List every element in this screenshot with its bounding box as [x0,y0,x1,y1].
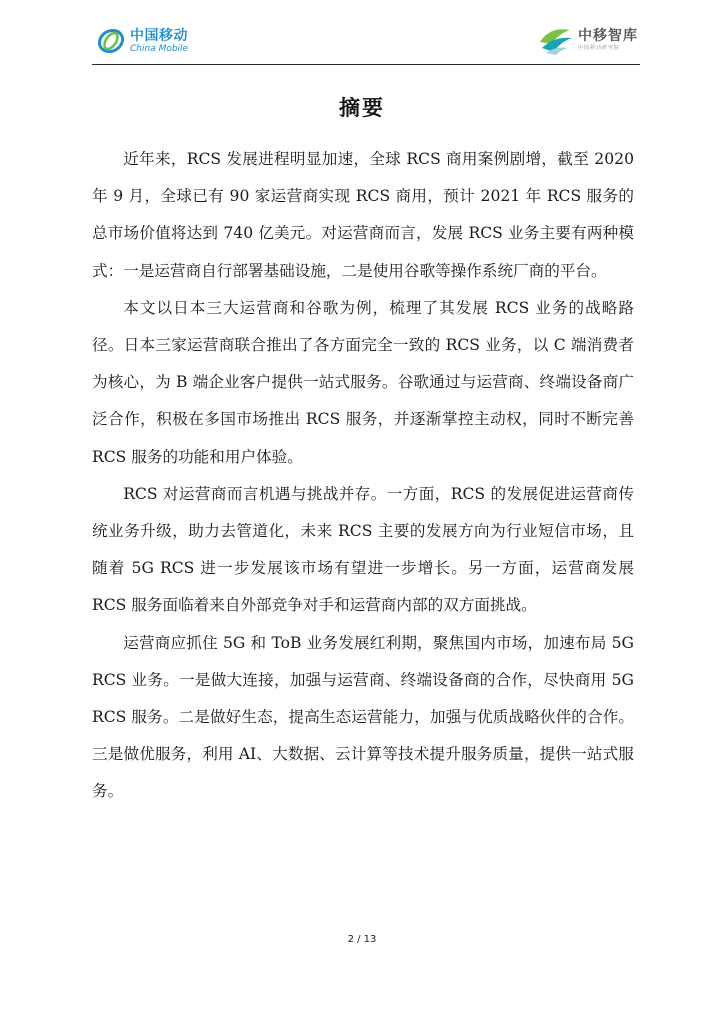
zhongyi-zhiku-logo-icon [536,22,576,58]
zhiku-logo [536,22,638,58]
china-mobile-name-cn: 中国移动 [130,27,188,44]
paragraph: RCS 对运营商而言机遇与挑战并存。一方面，RCS 的发展促进运营商传统业务升级，助力去管道化，未来 RCS 主要的发展方向为行业短信市场，且随着 5G RCS 进一步发展该市场有望进一步增长。另一方面，运营商发展 RCS 服务面临着来自外部竞争对手和运营商内部的双方面挑战。 [92,484,634,615]
zhiku-name-cn: 中移智库 [578,28,638,44]
china-mobile-name-en: China Mobile [130,43,189,54]
header-divider [92,64,640,65]
china-mobile-logo [96,26,188,56]
paragraph: 近年来，RCS 发展进程明显加速，全球 RCS 商用案例剧增，截至 2020 年 9 月，全球已有 90 家运营商实现 RCS 商用，预计 2021 年 RCS 服务的总市场价值将达到 740 亿美元。对运营商而言，发展 RCS 业务主要有两种模式：一是运营商自行部署基础设施，二是使用谷歌等操作系统厂商的平台。 [92,150,634,280]
page-header [0,0,724,70]
zhiku-subtitle: 中国移动研究院 [578,45,621,51]
page-number: 2 / 13 [347,934,377,945]
china-mobile-logo-icon [96,26,126,56]
document-body [92,141,634,811]
paragraph: 本文以日本三大运营商和谷歌为例，梳理了其发展 RCS 业务的战略路径。日本三家运营商联合推出了各方面完全一致的 RCS 业务，以 C 端消费者为核心，为 B 端企业客户提供一站式服务。谷歌通过与运营商、终端设备商广泛合作，积极在多国市场推出 RCS 服务，并逐渐掌控主动权，同时不断完善 RCS 服务的功能和用户体验。 [92,298,634,466]
document-title: 摘要 [339,96,385,120]
paragraph: 运营商应抓住 5G 和 ToB 业务发展红利期，聚焦国内市场，加速布局 5G RCS 业务。一是做大连接，加强与运营商、终端设备商的合作，尽快商用 5G RCS 服务。二是做好生态，提高生态运营能力，加强与优质战略伙伴的合作。三是做优服务，利用 AI、大数据、云计算等技术提升服务质量，提供一站式服务。 [92,633,634,801]
